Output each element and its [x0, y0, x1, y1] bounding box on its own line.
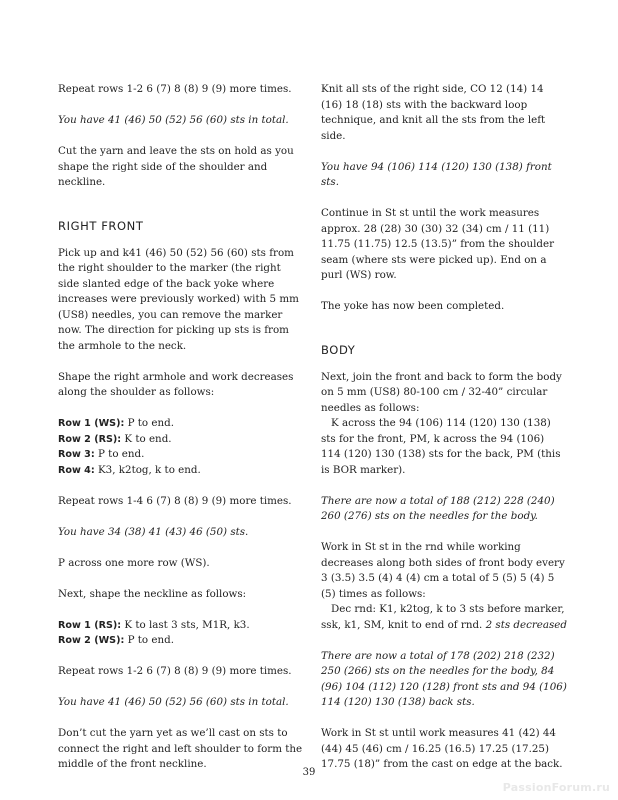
- paragraph: Cut the yarn and leave the sts on hold as you shape the right side of the shoulder and neckline.: [58, 145, 294, 188]
- paragraph: Repeat rows 1-4 6 (7) 8 (8) 9 (9) more times.: [58, 494, 292, 507]
- section-heading-right-front: RIGHT FRONT: [58, 218, 144, 233]
- page-number: 39: [302, 767, 316, 778]
- row-instructions: [58, 618, 303, 649]
- paragraph: Repeat rows 1-2 6 (7) 8 (8) 9 (9) more times.: [58, 83, 292, 95]
- stitch-count-note: You have 94 (106) 114 (120) 130 (138) front sts.: [321, 160, 552, 188]
- stitch-count-note: You have 41 (46) 50 (52) 56 (60) sts in total.: [58, 114, 289, 126]
- paragraph: Don’t cut the yarn yet as we’ll cast on sts to connect the right and left shoulder to form the middle of the front neckline.: [58, 727, 303, 770]
- row-instruction: Row 3: P to end.: [58, 448, 145, 460]
- stitch-count-note: There are now a total of 188 (212) 228 (240) 260 (276) sts on the needles for the body.: [321, 494, 555, 522]
- paragraph: Work in St st in the rnd while working decreases along both sides of front body every 3 (3.5) 3.5 (4) 4 (4) cm a total of 5 (5) 5 (4) 5 (5) times as follows: Dec rnd: K1, k2tog, k to 3 sts before marker, ssk, k1, SM, knit to end of rnd. 2 sts decreased: [321, 540, 567, 633]
- decrease-note: 2 sts decreased: [485, 618, 567, 631]
- stitch-count-note: You have 41 (46) 50 (52) 56 (60) sts in total.: [58, 696, 289, 708]
- stitch-count-note: There are now a total of 178 (202) 218 (232) 250 (266) sts on the needles for the body, 84 (96) 104 (112) 120 (128) front sts and 94 (106) 114 (120) 130 (138) back sts.: [321, 649, 567, 708]
- row-instructions: [58, 416, 303, 478]
- paragraph: P across one more row (WS).: [58, 556, 210, 569]
- paragraph: Work in St st until work measures 41 (42) 44 (44) 45 (46) cm / 16.25 (16.5) 17.25 (17.25) 17.75 (18)” from the cast on edge at the back.: [321, 727, 563, 770]
- paragraph: Shape the right armhole and work decreases along the shoulder as follows:: [58, 370, 294, 398]
- stitch-count-note: You have 34 (38) 41 (43) 46 (50) sts.: [58, 525, 249, 538]
- paragraph: Next, shape the neckline as follows:: [58, 587, 247, 600]
- indented-instruction: K across the 94 (106) 114 (120) 130 (138) sts for the front, PM, k across the 94 (106) 114 (120) 130 (138) sts for the back, PM (this is BOR marker).: [321, 417, 561, 476]
- paragraph: Knit all sts of the right side, CO 12 (14) 14 (16) 18 (18) sts with the backward loop technique, and knit all the sts from the left side.: [321, 83, 546, 142]
- right-column: [321, 82, 567, 788]
- section-heading-body: BODY: [321, 342, 356, 357]
- paragraph: Repeat rows 1-2 6 (7) 8 (8) 9 (9) more times.: [58, 665, 292, 677]
- left-column: [58, 82, 303, 788]
- row-instruction: Row 2 (RS): K to end.: [58, 432, 172, 445]
- indented-instruction: Dec rnd: K1, k2tog, k to 3 sts before marker, ssk, k1, SM, knit to end of rnd. 2 sts decreased: [321, 603, 567, 631]
- row-instruction: Row 1 (WS): P to end.: [58, 417, 174, 429]
- row-instruction: Row 1 (RS): K to last 3 sts, M1R, k3.: [58, 618, 250, 631]
- paragraph: Continue in St st until the work measures approx. 28 (28) 30 (30) 32 (34) cm / 11 (11) 11.75 (11.75) 12.5 (13.5)” from the shoulder seam (where sts were picked up). End on a purl (WS) row.: [321, 207, 554, 281]
- paragraph: Pick up and k41 (46) 50 (52) 56 (60) sts from the right shoulder to the marker (the right side slanted edge of the back yoke where increases were previously worked) with 5 mm (US8) needles, you can remove the marker now. The direction for picking up sts is from the armhole to the neck.: [58, 246, 299, 352]
- watermark: PassionForum.ru: [502, 781, 610, 794]
- row-instruction: Row 2 (WS): P to end.: [58, 634, 174, 646]
- paragraph: The yoke has now been completed.: [321, 300, 505, 312]
- paragraph: Next, join the front and back to form the body on 5 mm (US8) 80-100 cm / 32-40” circular needles as follows: K across the 94 (106) 114 (120) 130 (138) sts for the front, PM, k across the 94 (106) 114 (120) 130 (138) sts for the back, PM (this is BOR marker).: [321, 370, 567, 479]
- row-instruction: Row 4: K3, k2tog, k to end.: [58, 463, 201, 476]
